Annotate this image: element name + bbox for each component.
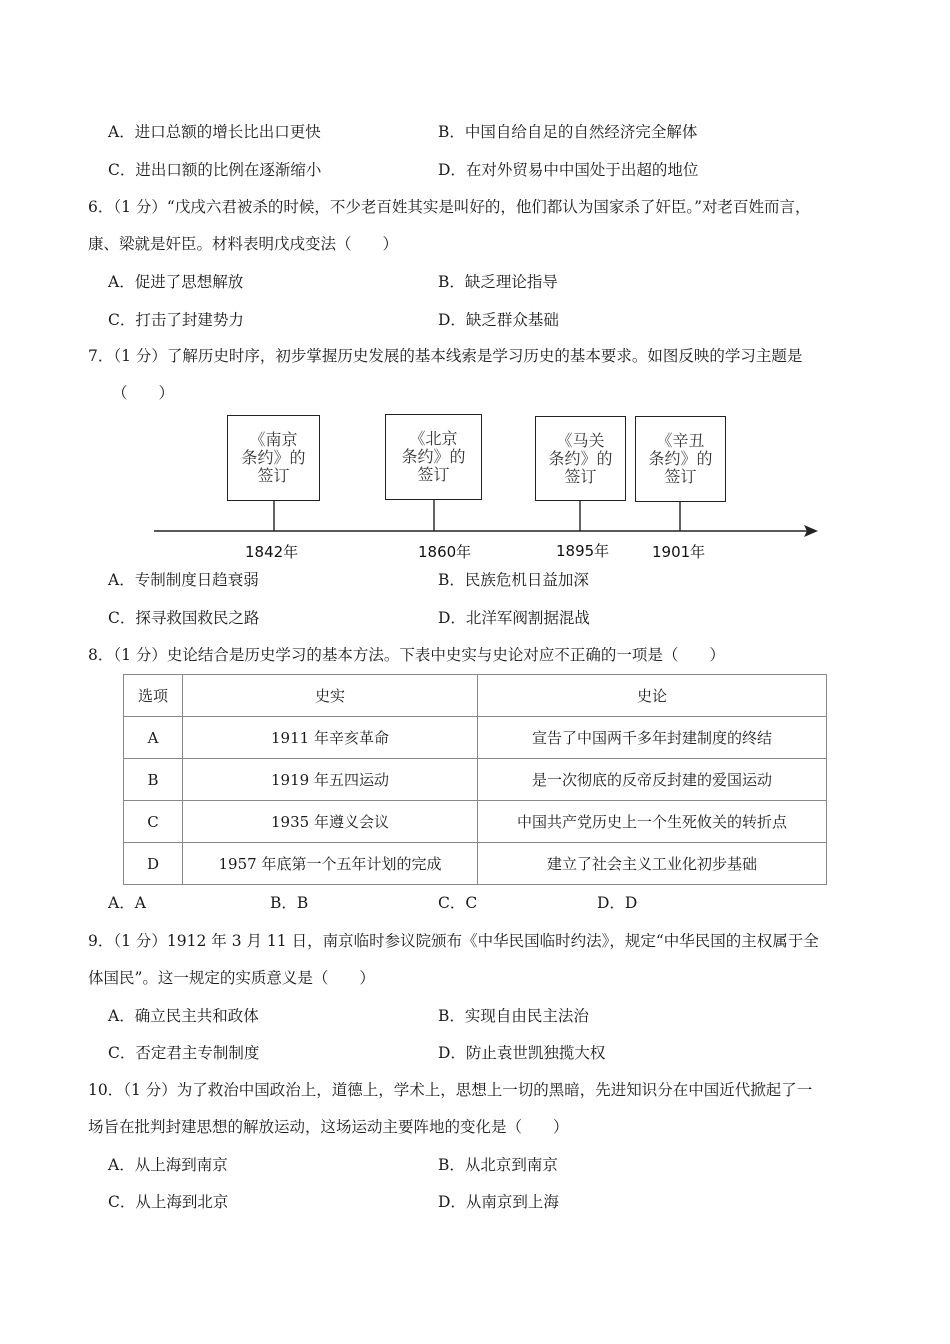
table-header-cell: 史论 xyxy=(478,675,827,717)
q10-option-c: C．从上海到北京 xyxy=(108,1193,229,1211)
q7-stem-line2: （ ） xyxy=(112,384,175,402)
q8-option-a: A．A xyxy=(108,894,146,912)
table-cell: 中国共产党历史上一个生死攸关的转折点 xyxy=(478,801,827,843)
table-cell: 是一次彻底的反帝反封建的爱国运动 xyxy=(478,759,827,801)
timeline-year-1895: 1895年 xyxy=(556,542,610,560)
q10-stem-line2: 场旨在批判封建思想的解放运动，这场运动主要阵地的变化是（ ） xyxy=(88,1118,569,1136)
q9-option-a: A．确立民主共和政体 xyxy=(108,1007,259,1025)
q5-option-a: A．进口总额的增长比出口更快 xyxy=(108,123,321,141)
timeline-event-label: 《马关 xyxy=(556,430,605,450)
timeline-event-label: 条约》的 xyxy=(648,449,713,468)
q8-option-d: D．D xyxy=(597,894,638,912)
table-cell: 宣告了中国两千多年封建制度的终结 xyxy=(478,717,827,759)
q5-option-d: D．在对外贸易中中国处于出超的地位 xyxy=(438,161,699,179)
timeline-event-label: 《辛丑 xyxy=(656,431,705,450)
q6-option-b: B．缺乏理论指导 xyxy=(438,273,558,291)
timeline-event-label: 签订 xyxy=(664,467,697,486)
timeline-event-nanjing xyxy=(227,415,320,501)
q8-stem-line1: 8．（1 分）史论结合是历史学习的基本方法。下表中史实与史论对应不正确的一项是（ ） xyxy=(88,646,725,664)
table-cell: 1957 年底第一个五年计划的完成 xyxy=(183,843,478,885)
timeline-event-label: 签订 xyxy=(417,465,450,484)
timeline-event-label: 条约》的 xyxy=(241,448,306,467)
table-row xyxy=(124,843,827,885)
q6-option-d: D．缺乏群众基础 xyxy=(438,311,559,329)
q5-option-b: B．中国自给自足的自然经济完全解体 xyxy=(438,123,698,141)
q5-option-c: C．进出口额的比例在逐渐缩小 xyxy=(108,161,322,179)
table-header-cell: 史实 xyxy=(183,675,478,717)
q6-option-c: C．打击了封建势力 xyxy=(108,311,244,329)
timeline-year-1901: 1901年 xyxy=(652,543,706,561)
q10-option-b: B．从北京到南京 xyxy=(438,1156,558,1174)
q7-option-d: D．北洋军阀割据混战 xyxy=(438,609,590,627)
timeline-event-label: 《南京 xyxy=(249,430,298,449)
table-header-cell: 选项 xyxy=(124,675,183,717)
q7-stem-line1: 7．（1 分）了解历史时序，初步掌握历史发展的基本线索是学习历史的基本要求。如图反映的学习主题是 xyxy=(88,347,803,365)
timeline-event-xinchou xyxy=(635,416,726,502)
q9-stem-line1: 9．（1 分）1912 年 3 月 11 日，南京临时参议院颁布《中华民国临时约法》，规定“中华民国的主权属于全 xyxy=(88,932,819,950)
timeline-event-label: 条约》的 xyxy=(401,447,466,466)
q10-stem-line1: 10．（1 分）为了救治中国政治上，道德上，学术上，思想上一切的黑暗，先进知识分在中国近代掀起了一 xyxy=(88,1081,813,1099)
table-cell: D xyxy=(124,843,183,885)
q8-option-c: C．C xyxy=(438,894,478,912)
table-cell: 1911 年辛亥革命 xyxy=(183,717,478,759)
timeline-year-1842: 1842年 xyxy=(245,543,299,561)
q6-stem-line1: 6．（1 分）“戊戌六君被杀的时候，不少老百姓其实是叫好的，他们都认为国家杀了奸臣。”对老百姓而言， xyxy=(88,198,811,216)
history-table xyxy=(123,674,827,885)
table-cell: 1935 年遵义会议 xyxy=(183,801,478,843)
table-cell: C xyxy=(124,801,183,843)
timeline-event-label: 签订 xyxy=(564,466,597,486)
q6-option-a: A．促进了思想解放 xyxy=(108,273,244,291)
q8-option-b: B．B xyxy=(270,894,309,912)
q6-stem-line2: 康、梁就是奸臣。材料表明戊戌变法（ ） xyxy=(88,235,399,253)
table-header-row xyxy=(124,675,827,717)
q9-option-c: C．否定君主专制制度 xyxy=(108,1044,260,1062)
table-cell: A xyxy=(124,717,183,759)
timeline-event-label: 《北京 xyxy=(409,429,458,448)
table-row xyxy=(124,717,827,759)
table-cell: 1919 年五四运动 xyxy=(183,759,478,801)
timeline-event-maguan xyxy=(535,416,626,501)
q7-option-c: C．探寻救国救民之路 xyxy=(108,609,260,627)
table-cell: 建立了社会主义工业化初步基础 xyxy=(478,843,827,885)
table-row xyxy=(124,759,827,801)
q9-option-d: D．防止袁世凯独揽大权 xyxy=(438,1044,606,1062)
table-cell: B xyxy=(124,759,183,801)
q7-option-b: B．民族危机日益加深 xyxy=(438,571,589,589)
timeline-event-label: 条约》的 xyxy=(548,448,613,468)
q7-option-a: A．专制制度日趋衰弱 xyxy=(108,571,259,589)
q10-option-a: A．从上海到南京 xyxy=(108,1156,228,1174)
q9-option-b: B．实现自由民主法治 xyxy=(438,1007,589,1025)
q9-stem-line2: 体国民”。这一规定的实质意义是（ ） xyxy=(88,969,375,987)
q10-option-d: D．从南京到上海 xyxy=(438,1193,559,1211)
timeline-year-1860: 1860年 xyxy=(418,543,472,561)
timeline-event-beijing xyxy=(385,414,482,500)
timeline-event-label: 签订 xyxy=(257,466,290,485)
table-row xyxy=(124,801,827,843)
